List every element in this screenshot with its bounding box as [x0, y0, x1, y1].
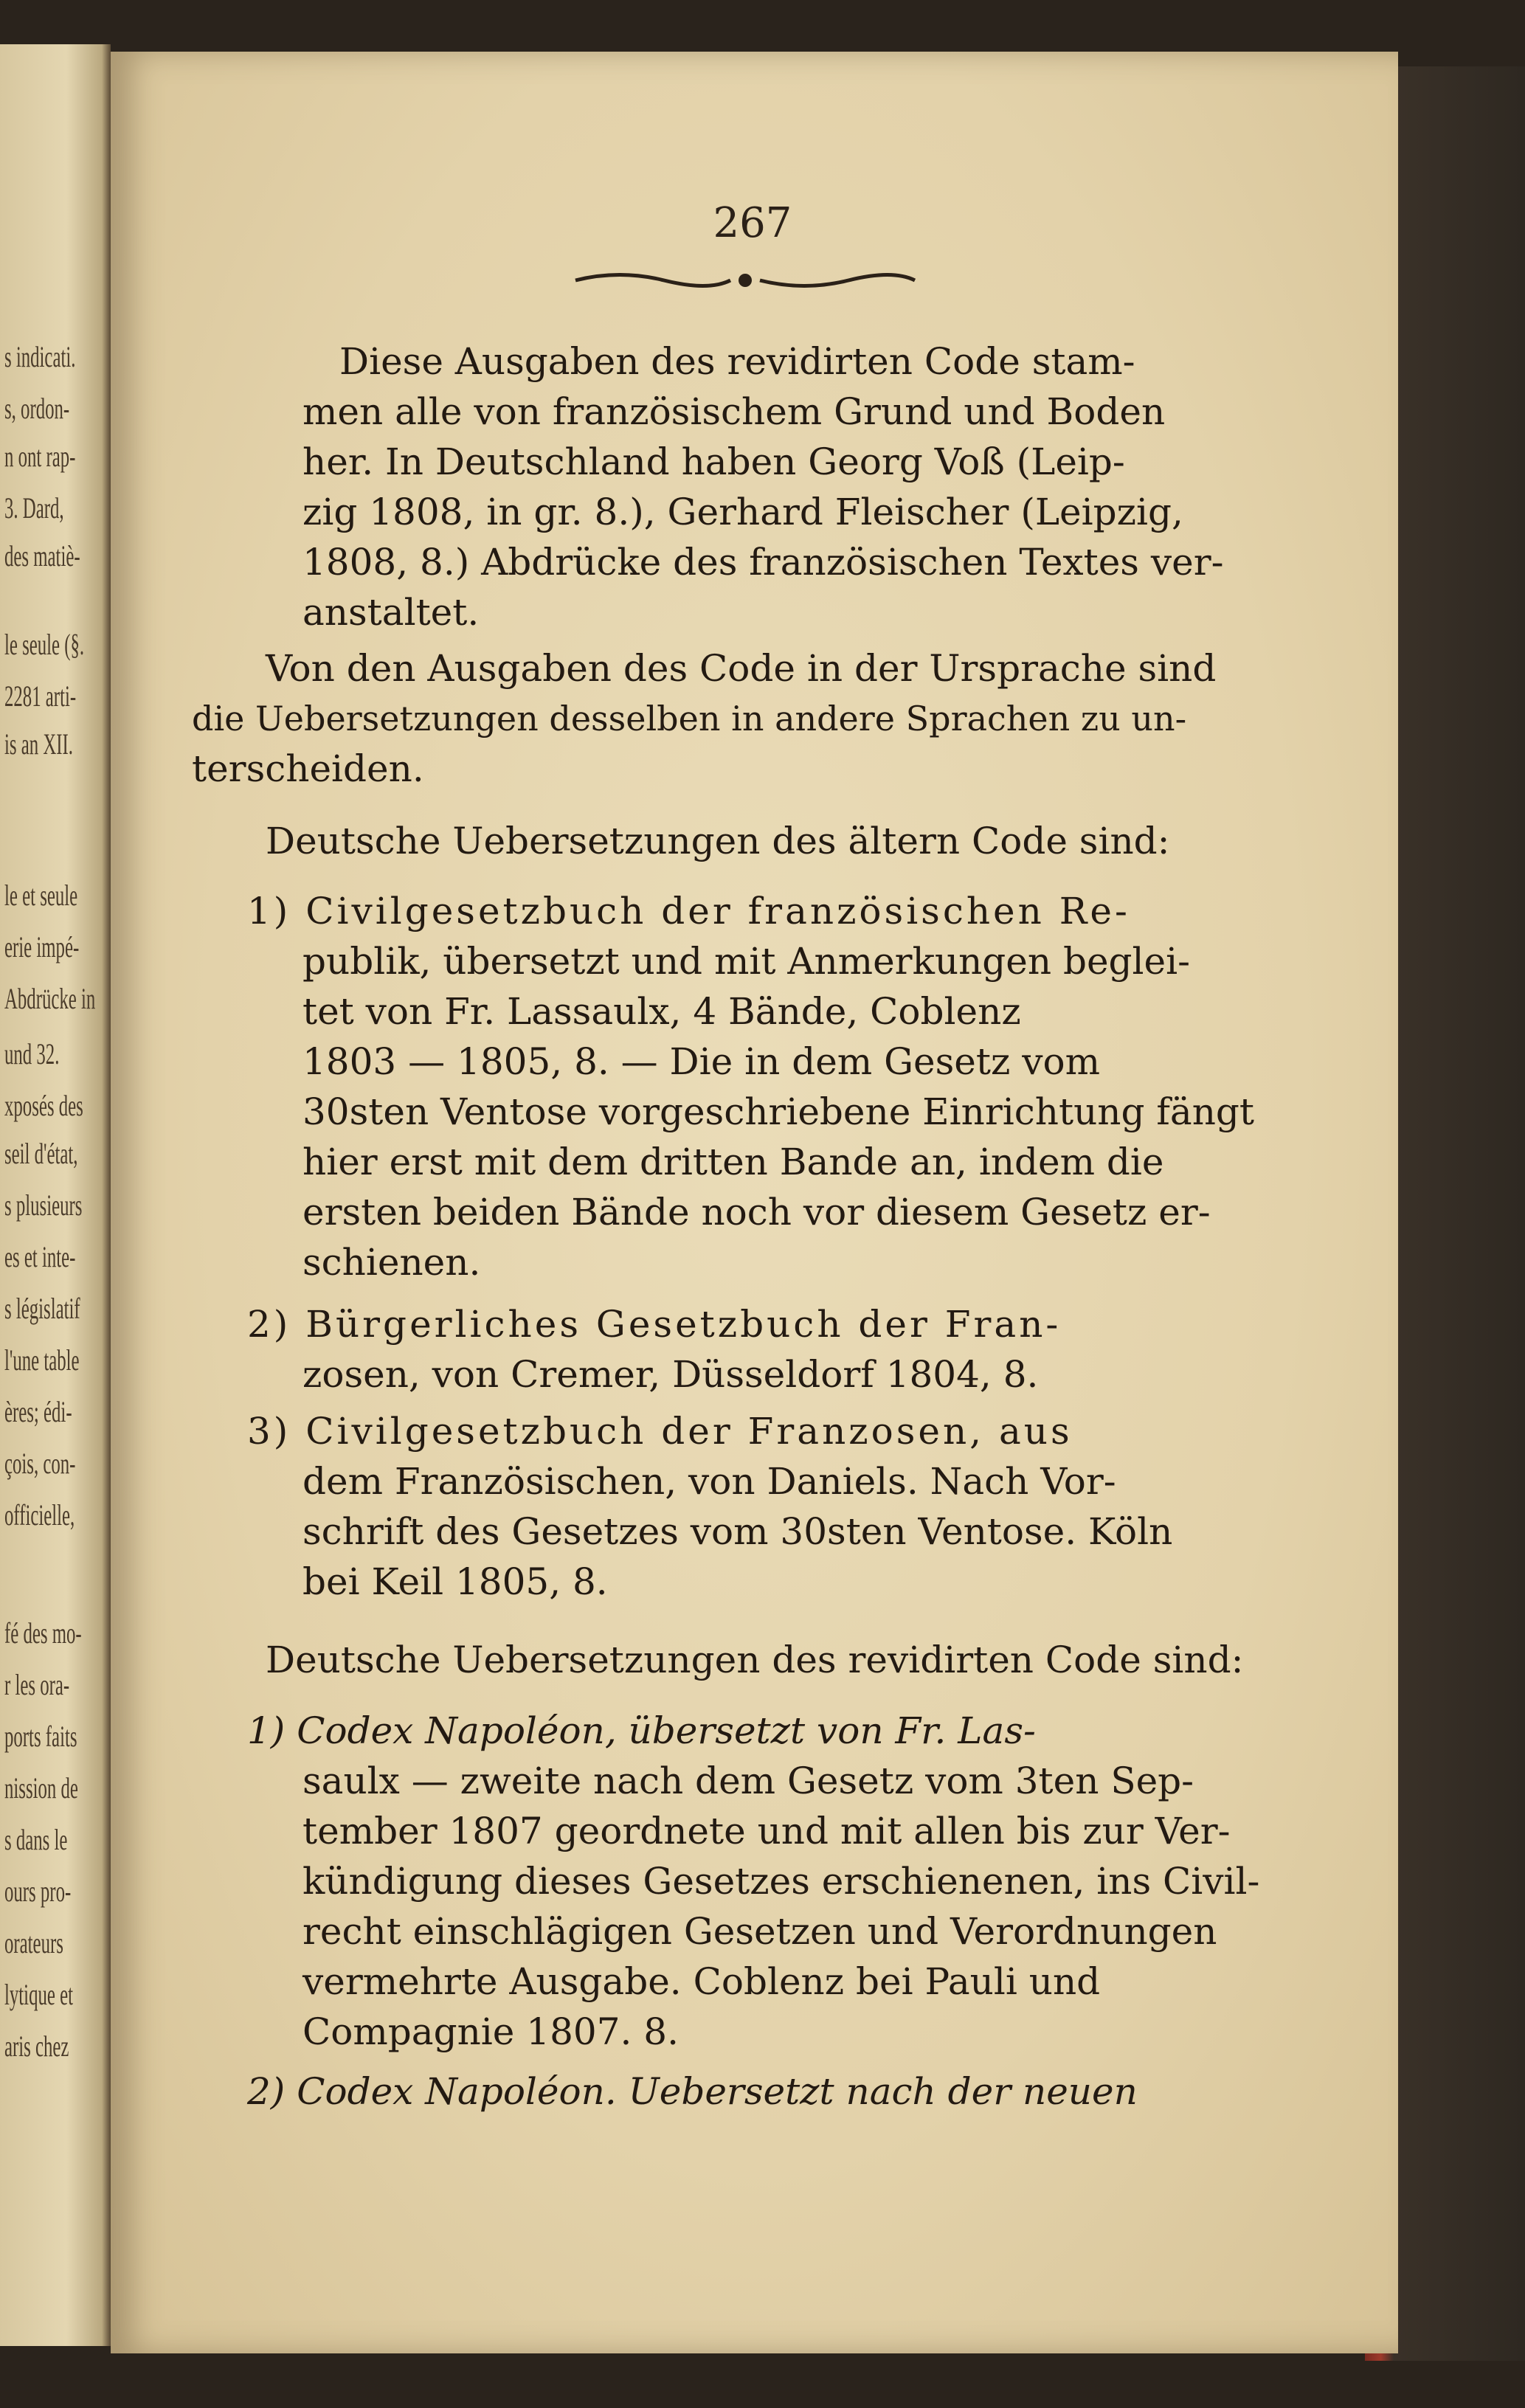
left-page-fragment: fé des mo- [4, 1616, 82, 1650]
left-page-fragment: und 32. [4, 1037, 60, 1070]
left-page-fragment: le et seule [4, 879, 78, 912]
left-page-fragment: s dans le [4, 1823, 68, 1856]
text-line: publik, übersetzt und mit Anmerkungen beglei- [302, 940, 1191, 983]
list-item: 2) Bürgerliches Gesetzbuch der Fran- [247, 1303, 1062, 1346]
left-page-fragment: s indicati. [4, 340, 76, 373]
left-page-fragment: orateurs [4, 1926, 63, 1959]
text-line: anstaltet. [302, 591, 480, 634]
left-page-fragment: n ont rap- [4, 440, 76, 473]
text-line: hier erst mit dem dritten Bande an, indem die [302, 1141, 1164, 1183]
text-line: dem Französischen, von Daniels. Nach Vor- [302, 1460, 1116, 1503]
section-heading: Deutsche Uebersetzungen des revidirten Code sind: [266, 1639, 1244, 1681]
left-page-fragment: des matiè- [4, 539, 80, 572]
list-item: 1) Codex Napoléon, übersetzt von Fr. Las- [247, 1709, 1036, 1752]
page-number: 267 [713, 199, 792, 247]
left-page-fragment: ères; édi- [4, 1395, 72, 1428]
left-page-fragment: xposés des [4, 1089, 83, 1122]
left-page-fragment: s plusieurs [4, 1189, 83, 1222]
text-line: schienen. [302, 1241, 481, 1284]
text-line: vermehrte Ausgabe. Coblenz bei Pauli und [302, 1960, 1101, 2003]
left-page-fragment: is an XII. [4, 727, 73, 761]
left-page-fragment: ours pro- [4, 1875, 72, 1908]
list-item: 1) Civilgesetzbuch der französischen Re- [247, 890, 1130, 933]
left-page-fragment: seil d'état, [4, 1137, 78, 1170]
left-page-fragment: s législatif [4, 1292, 80, 1325]
ornament-divider-icon [561, 266, 930, 295]
text-line: Diese Ausgaben des revidirten Code stam- [339, 340, 1135, 383]
left-page-fragment: çois, con- [4, 1447, 76, 1480]
left-page-fragment: aris chez [4, 2030, 69, 2063]
left-page-fragment: le seule (§. [4, 628, 85, 661]
text-line: recht einschlägigen Gesetzen und Verordnungen [302, 1910, 1217, 1953]
text-line: terscheiden. [192, 747, 424, 790]
text-line: Compagnie 1807. 8. [302, 2010, 679, 2053]
left-page-fragment: lytique et [4, 1978, 73, 2011]
text-line: her. In Deutschland haben Georg Voß (Leip- [302, 440, 1125, 483]
text-line: tember 1807 geordnete und mit allen bis zur Ver- [302, 1810, 1231, 1852]
text-line: saulx — zweite nach dem Gesetz vom 3ten Sep- [302, 1760, 1194, 1802]
left-page-fragment: s, ordon- [4, 392, 70, 425]
left-page-fragment: 2281 arti- [4, 679, 77, 713]
text-line: 1803 — 1805, 8. — Die in dem Gesetz vom [302, 1040, 1100, 1083]
section-heading: Deutsche Uebersetzungen des ältern Code sind: [266, 820, 1170, 862]
text-line: die Uebersetzungen desselben in andere Sprachen zu un- [192, 699, 1187, 738]
left-page-fragment: es et inte- [4, 1240, 76, 1273]
left-facing-page [0, 44, 111, 2346]
text-line: tet von Fr. Lassaulx, 4 Bände, Coblenz [302, 990, 1021, 1033]
left-page-fragment: r les ora- [4, 1668, 70, 1701]
text-line: zosen, von Cremer, Düsseldorf 1804, 8. [302, 1353, 1039, 1396]
text-line: 30sten Ventose vorgeschriebene Einrichtung fängt [302, 1090, 1254, 1133]
text-line: ersten beiden Bände noch vor diesem Gesetz er- [302, 1191, 1211, 1234]
main-page [111, 52, 1398, 2353]
left-page-fragment: l'une table [4, 1343, 80, 1377]
left-page-fragment: ports faits [4, 1720, 77, 1753]
left-page-fragment: Abdrücke in [4, 982, 96, 1015]
text-line: 1808, 8.) Abdrücke des französischen Textes ver- [302, 541, 1224, 584]
left-page-fragment: nission de [4, 1771, 78, 1805]
text-line: zig 1808, in gr. 8.), Gerhard Fleischer (Leipzig, [302, 491, 1183, 533]
text-line: schrift des Gesetzes vom 30sten Ventose. Köln [302, 1510, 1173, 1553]
left-page-fragment: erie impé- [4, 930, 80, 963]
text-line: men alle von französischem Grund und Boden [302, 390, 1166, 433]
left-page-fragment: officielle, [4, 1498, 75, 1532]
left-page-fragment: 3. Dard, [4, 491, 64, 525]
text-line: Von den Ausgaben des Code in der Ursprache sind [266, 647, 1217, 690]
text-line: bei Keil 1805, 8. [302, 1560, 608, 1603]
list-item: 3) Civilgesetzbuch der Franzosen, aus [247, 1410, 1073, 1453]
text-line: kündigung dieses Gesetzes erschienenen, ins Civil- [302, 1860, 1260, 1903]
list-item: 2) Codex Napoléon. Uebersetzt nach der neuen [247, 2070, 1138, 2113]
